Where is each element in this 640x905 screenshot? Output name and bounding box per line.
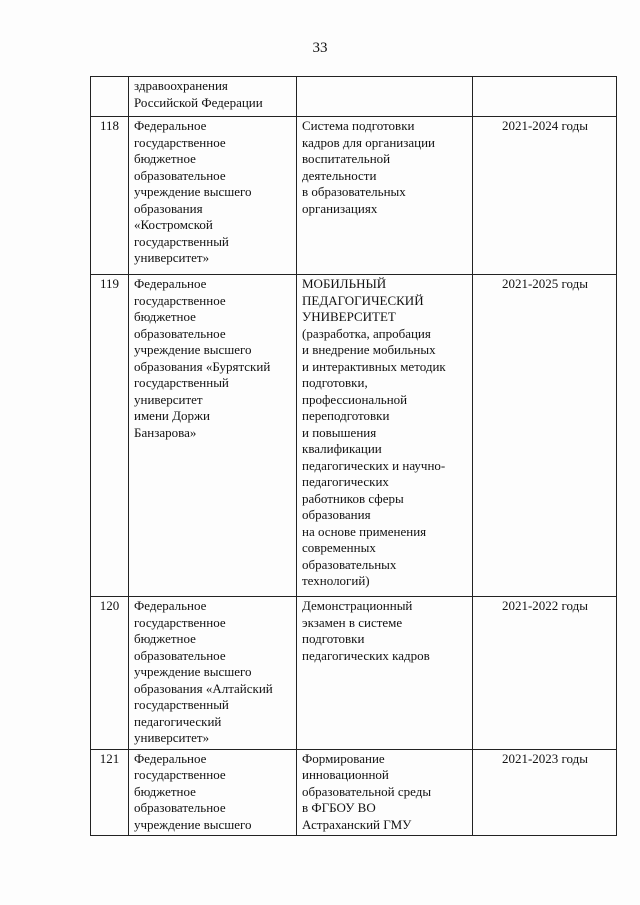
project-cell: МОБИЛЬНЫЙ ПЕДАГОГИЧЕСКИЙ УНИВЕРСИТЕТ (разработка, апробация и внедрение мобильных и интерактивных методик подготовки, профессиональной переподготовки и повышения квалификации педагогических и научно- педагогических работников сферы образования на основе применения современных образовательных технологий) xyxy=(297,275,473,597)
table-row xyxy=(91,749,617,836)
row-number: 121 xyxy=(91,749,129,836)
period-cell: 2021-2022 годы xyxy=(473,597,617,750)
row-number xyxy=(91,77,129,117)
organization-cell: Федеральное государственное бюджетное образовательное учреждение высшего образования «Костромской государственный университет» xyxy=(129,117,297,275)
organization-cell: Федеральное государственное бюджетное образовательное учреждение высшего образования «Бурятский государственный университет имени Доржи Банзарова» xyxy=(129,275,297,597)
document-table xyxy=(90,76,617,836)
period-cell xyxy=(473,77,617,117)
period-cell: 2021-2024 годы xyxy=(473,117,617,275)
project-cell: Демонстрационный экзамен в системе подготовки педагогических кадров xyxy=(297,597,473,750)
page-number: 33 xyxy=(312,40,328,56)
row-number: 119 xyxy=(91,275,129,597)
organization-cell: Федеральное государственное бюджетное образовательное учреждение высшего образования «Алтайский государственный педагогический университет» xyxy=(129,597,297,750)
row-number: 118 xyxy=(91,117,129,275)
table-row xyxy=(91,275,617,597)
period-cell: 2021-2023 годы xyxy=(473,749,617,836)
project-cell: Система подготовки кадров для организации воспитательной деятельности в образовательных организациях xyxy=(297,117,473,275)
table-row xyxy=(91,597,617,750)
table-row xyxy=(91,117,617,275)
period-cell: 2021-2025 годы xyxy=(473,275,617,597)
table-row xyxy=(91,77,617,117)
organization-cell: Федеральное государственное бюджетное образовательное учреждение высшего xyxy=(129,749,297,836)
project-cell xyxy=(297,77,473,117)
organization-cell: здравоохранения Российской Федерации xyxy=(129,77,297,117)
row-number: 120 xyxy=(91,597,129,750)
project-cell: Формирование инновационной образовательной среды в ФГБОУ ВО Астраханский ГМУ xyxy=(297,749,473,836)
